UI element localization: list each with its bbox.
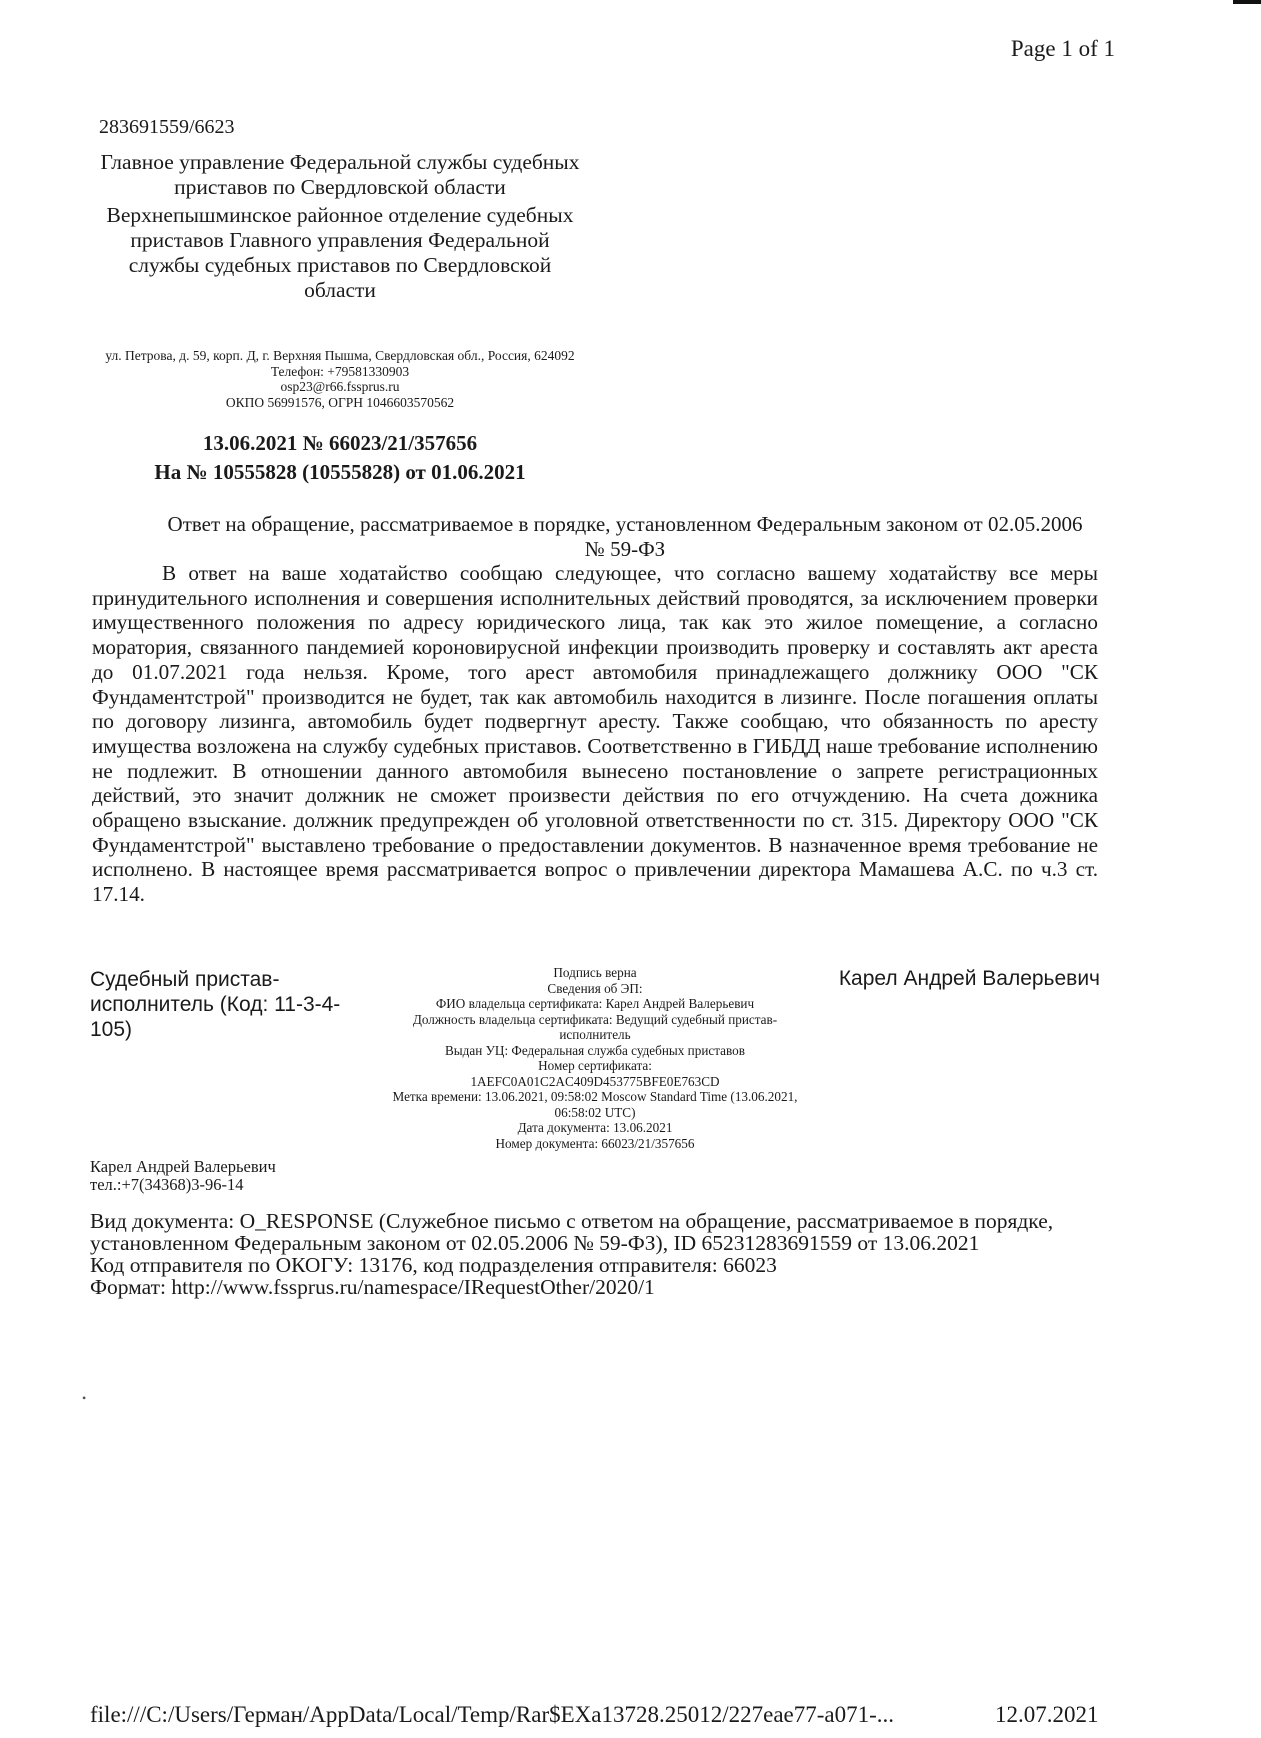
contacts-block [95, 348, 585, 410]
scan-edge-mark [1233, 0, 1261, 4]
executor-block [90, 1158, 276, 1194]
stamp-line: Подпись верна [553, 965, 637, 980]
footer-file-path: file:///C:/Users/Герман/AppData/Local/Temp/Rar$EXa13728.25012/227eae77-a071-... [90, 1702, 895, 1727]
stamp-owner: ФИО владельца сертификата: Карел Андрей Валерьевич [435, 996, 755, 1011]
stamp-cert-number: 1AEFC0A01C2AC409D453775BFE0E763CD [470, 1073, 720, 1089]
stamp-doc-date: Дата документа: 13.06.2021 [517, 1120, 673, 1135]
document-metadata [90, 1210, 1100, 1298]
document-number: 283691559/6623 [99, 116, 235, 138]
electronic-signature-stamp [380, 965, 810, 1151]
letter-subject: Ответ на обращение, рассматриваемое в порядке, установленном Федеральным законом от 02.05.2006 № 59-ФЗ [167, 512, 1083, 561]
signer-title: Судебный пристав-исполнитель (Код: 11-3-4-105) [90, 968, 341, 1041]
organization-block [95, 150, 585, 303]
page-header: Page 1 of 1 [1010, 36, 1115, 61]
stamp-line: Сведения об ЭП: [547, 980, 643, 996]
phone: Телефон: +79581330903 [270, 363, 410, 379]
stamp-doc-number: Номер документа: 66023/21/357656 [495, 1135, 695, 1151]
stamp-position: Должность владельца сертификата: Ведущий судебный пристав-исполнитель [412, 1011, 778, 1042]
executor-name: Карел Андрей Валерьевич [90, 1157, 276, 1176]
registration-number: 13.06.2021 № 66023/21/357656 [202, 431, 478, 455]
stamp-timestamp: Метка времени: 13.06.2021, 09:58:02 Moscow Standard Time (13.06.2021, 06:58:02 UTC) [392, 1089, 798, 1120]
stamp-cert-label: Номер сертификата: [538, 1058, 652, 1073]
signer-name: Карел Андрей Валерьевич [838, 967, 1100, 990]
organization-department: Верхнепышминское районное отделение судебных приставов Главного управления Федеральной службы судебных приставов по Свердловской области [106, 203, 574, 302]
scan-speck: • [82, 1391, 87, 1405]
registry-codes: ОКПО 56991576, ОГРН 1046603570562 [225, 394, 455, 410]
sender-code: Код отправителя по ОКОГУ: 13176, код подразделения отправителя: 66023 [90, 1253, 777, 1277]
reference-number: На № 10555828 (10555828) от 01.06.2021 [154, 460, 526, 484]
organization-main: Главное управление Федеральной службы судебных приставов по Свердловской области [100, 150, 580, 199]
doc-format: Формат: http://www.fssprus.ru/namespace/IRequestOther/2020/1 [90, 1275, 655, 1299]
letter-body: В ответ на ваше ходатайство сообщаю следующее, что согласно вашему ходатайству все меры принудительного исполнения и совершения исполнительных действий проводятся, за исключением проверки имущественного положения по адресу юридического лица, так как это жилое помещение, а согласно моратория, связанного пандемией короновирусной инфекции производить проверку и составлять акт ареста до 01.07.2021 года нельзя. Кроме, того арест автомобиля принадлежащего должнику ООО "СК Фундаментстрой" производится не будет, так как автомобиль находится в лизинге. После погашения оплаты по договору лизинга, автомобиль будет подвергнут аресту. Также сообщаю, что обязанность по аресту имущества возложена на службу судебных приставов. Соответственно в ГИБДД наше требование исполнению не подлежит. В отношении данного автомобиля вынесено постановление о запрете регистрационных действий, это значит должник не сможет произвести действия по его отчуждению. На счета дожника обращено взыскание. должник предупрежден об уголовной ответственности по ст. 315. Директору ООО "СК Фундаментстрой" выставлено требование о предоставлении документов. В назначенное время требование не исполнено. В настоящее время рассматривается вопрос о привлечении директора Мамашева А.С. по ч.3 ст. 17.14. [92, 561, 1098, 907]
executor-phone: тел.:+7(34368)3-96-14 [90, 1175, 244, 1194]
stamp-issuer: Выдан УЦ: Федеральная служба судебных приставов [445, 1042, 745, 1058]
address: ул. Петрова, д. 59, корп. Д, г. Верхняя Пышма, Свердловская обл., Россия, 624092 [105, 348, 575, 363]
doc-type: Вид документа: O_RESPONSE (Служебное письмо с ответом на обращение, рассматриваемое в порядке, установленном Федеральным законом от 02.05.2006 № 59-ФЗ), ID 65231283691559 от 13.06.2021 [90, 1209, 1054, 1255]
footer-print-date: 12.07.2021 [995, 1702, 1099, 1727]
email: osp23@r66.fssprus.ru [280, 379, 400, 394]
